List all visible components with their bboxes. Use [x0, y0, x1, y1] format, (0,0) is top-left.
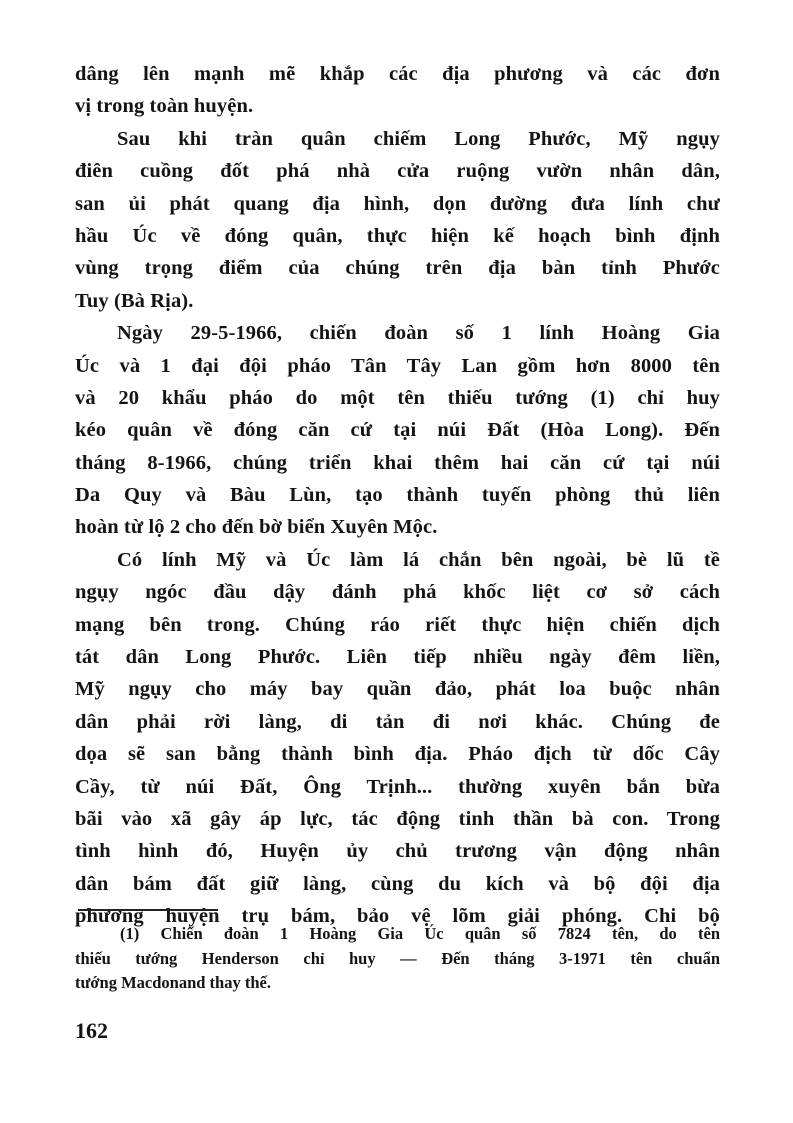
- text-line: và 20 khẩu pháo do một tên thiếu tướng (1) chỉ huy: [75, 386, 720, 409]
- text-line: tát dân Long Phước. Liên tiếp nhiều ngày đêm liền,: [75, 646, 720, 669]
- text-line: hầu Úc về đóng quân, thực hiện kế hoạch bình định: [75, 224, 720, 247]
- text-line: kéo quân về đóng căn cứ tại núi Đất (Hòa Long). Đến: [75, 419, 720, 442]
- text-line: bãi vào xã gây áp lực, tác động tinh thần bà con. Trong: [75, 807, 720, 830]
- text-line: dân bám đất giữ làng, cùng du kích và bộ đội địa: [75, 872, 720, 895]
- text-line: dâng lên mạnh mẽ khắp các địa phương và các đơn: [75, 63, 720, 85]
- text-line: san ủi phát quang địa hình, dọn đường đưa lính chư: [75, 192, 720, 215]
- text-line: hoàn từ lộ 2 cho đến bờ biển Xuyên Mộc.: [75, 516, 438, 539]
- text-line: phương huyện trụ bám, bảo vệ lõm giải phóng. Chi bộ: [75, 905, 720, 928]
- text-line: Có lính Mỹ và Úc làm lá chắn bên ngoài, bè lũ tề: [117, 548, 720, 571]
- text-line: vùng trọng điểm của chúng trên địa bàn tỉnh Phước: [75, 257, 720, 280]
- text-line: Úc và 1 đại đội pháo Tân Tây Lan gồm hơn 8000 tên: [75, 354, 720, 377]
- text-line: tình hình đó, Huyện ủy chủ trương vận động nhân: [75, 840, 720, 863]
- text-line: Ngày 29-5-1966, chiến đoàn số 1 lính Hoàng Gia: [117, 322, 720, 345]
- text-line: Da Quy và Bàu Lùn, tạo thành tuyến phòng thủ liên: [75, 484, 720, 507]
- body-text: [75, 58, 720, 933]
- text-line: Tuy (Bà Rịa).: [75, 289, 194, 312]
- text-line: điên cuồng đốt phá nhà cửa ruộng vườn nhân dân,: [75, 160, 720, 183]
- text-line: mạng bên trong. Chúng ráo riết thực hiện chiến dịch: [75, 613, 720, 636]
- text-line: Sau khi tràn quân chiếm Long Phước, Mỹ ngụy: [117, 127, 720, 150]
- footnote-divider: [78, 909, 218, 911]
- page-number: 162: [75, 1018, 108, 1043]
- text-line: vị trong toàn huyện.: [75, 95, 254, 118]
- text-line: dân phải rời làng, di tản đi nơi khác. Chúng đe: [75, 710, 720, 733]
- footnote-line: (1) Chiến đoàn 1 Hoàng Gia Úc quân số 7824 tên, do tên: [120, 924, 720, 943]
- text-line: ngụy ngóc đầu dậy đánh phá khốc liệt cơ sở cách: [75, 581, 720, 604]
- footnote-line: tướng Macdonand thay thế.: [75, 973, 271, 992]
- footnote-line: thiếu tướng Henderson chỉ huy — Đến tháng 3-1971 tên chuẩn: [75, 948, 720, 968]
- text-line: Mỹ ngụy cho máy bay quần đảo, phát loa buộc nhân: [75, 678, 720, 701]
- text-line: dọa sẽ san bằng thành bình địa. Pháo địch từ dốc Cây: [75, 743, 720, 766]
- text-line: tháng 8-1966, chúng triển khai thêm hai căn cứ tại núi: [75, 451, 720, 474]
- footnote: [75, 922, 720, 996]
- text-line: Cầy, từ núi Đất, Ông Trịnh... thường xuyên bắn bừa: [75, 775, 720, 798]
